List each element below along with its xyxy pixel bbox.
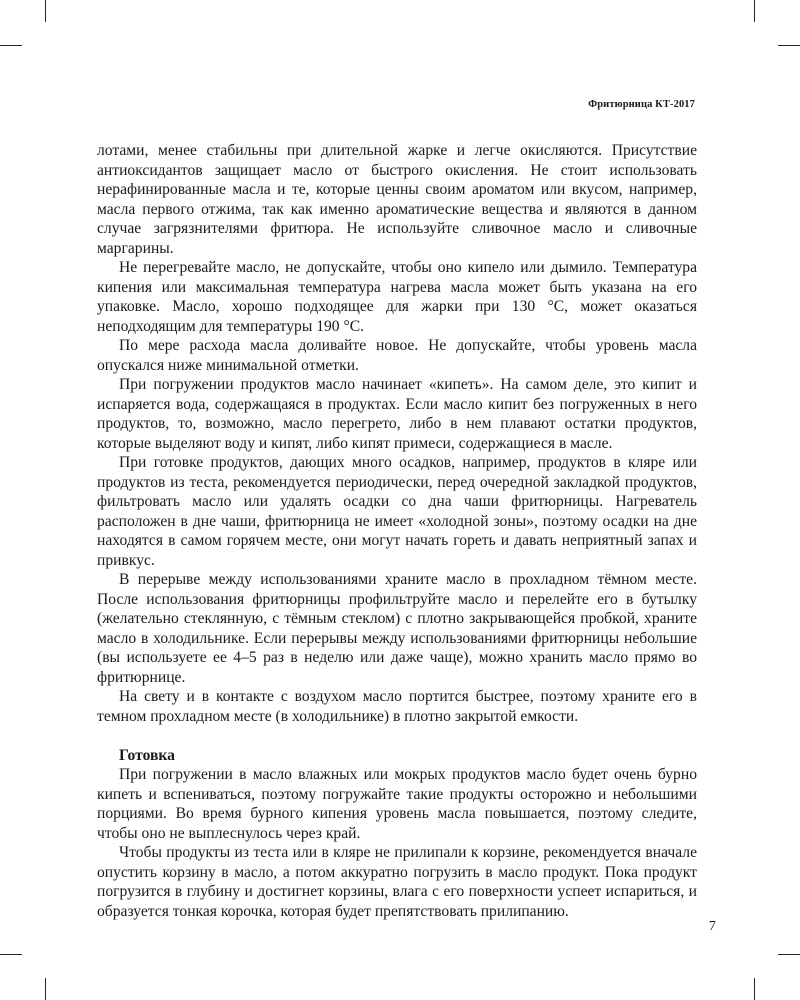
page-body (97, 141, 697, 921)
crop-mark-top-left (0, 45, 22, 46)
section-paragraph: При погружении в масло влажных или мокрых продуктов масло будет очень бурно кипеть и вспениваться, поэтому погружайте такие продукты осторожно и небольшими порциями. Во время бурного кипения уровень масла повышается, поэтому следите, чтобы оно не выплеснулось через край. (97, 766, 697, 842)
crop-mark-top-left-vertical (45, 0, 46, 22)
crop-mark-top-right (778, 45, 800, 46)
crop-mark-top-right-vertical (754, 0, 755, 22)
body-paragraph: лотами, менее стабильны при длительной жарке и легче окисляются. Присутствие антиоксидантов защищает масло от быстрого окисления. Не стоит использовать нерафинированные масла и те, которые ценны своим ароматом или вкусом, например, масла первого отжима, так как именно ароматические вещества и являются в данном случае загрязнителями фритюра. Не используйте сливочное масло и сливочные маргарины. (97, 142, 697, 257)
body-paragraph: На свету и в контакте с воздухом масло портится быстрее, поэтому храните его в темном прохладном месте (в холодильнике) в плотно закрытой емкости. (97, 688, 697, 725)
body-paragraph: При готовке продуктов, дающих много осадков, например, продуктов в кляре или продуктов из теста, рекомендуется периодически, перед очередной закладкой продуктов, фильтровать масло или удалять осадки со дна чаши фритюрницы. Нагреватель расположен в дне чаши, фритюрница не имеет «холодной зоны», поэтому осадки на дне находятся в самом горячем месте, они могут начать гореть и давать неприятный запах и привкус. (97, 454, 697, 569)
body-paragraph: При погружении продуктов масло начинает «кипеть». На самом деле, это кипит и испаряется вода, содержащаяся в продуктах. Если масло кипит без погруженных в него продуктов, то, возможно, масло перегрето, либо в нем плавают остатки продуктов, которые выделяют воду и кипят, либо кипят примеси, содержащиеся в масле. (97, 376, 697, 452)
running-header: Фритюрница КТ-2017 (588, 99, 695, 110)
section-heading: Готовка (119, 746, 175, 764)
crop-mark-bottom-right-vertical (754, 978, 755, 1000)
crop-mark-bottom-left-vertical (45, 978, 46, 1000)
section-paragraph: Чтобы продукты из теста или в кляре не прилипали к корзине, рекомендуется вначале опустить корзину в масло, а потом аккуратно погрузить в масло продукт. Пока продукт погрузится в глубину и достигнет корзины, влага с его поверхности успеет испариться, и образуется тонкая корочка, которая будет препятствовать прилипанию. (97, 844, 697, 920)
body-paragraph: Не перегревайте масло, не допускайте, чтобы оно кипело или дымило. Температура кипения или максимальная температура нагрева масла может быть указана на его упаковке. Масло, хорошо подходящее для жарки при 130 °С, может оказаться неподходящим для температуры 190 °С. (97, 259, 697, 335)
crop-mark-bottom-left (0, 954, 22, 955)
page-number: 7 (709, 918, 716, 933)
body-paragraph: В перерыве между использованиями храните масло в прохладном тёмном месте. После использования фритюрницы профильтруйте масло и перелейте его в бутылку (желательно стеклянную, с тёмным стеклом) с плотно закрывающейся пробкой, храните масло в холодильнике. Если перерывы между использованиями фритюрницы небольшие (вы используете ее 4–5 раз в неделю или даже чаще), можно хранить масло прямо во фритюрнице. (97, 571, 697, 686)
body-paragraph: По мере расхода масла доливайте новое. Не допускайте, чтобы уровень масла опускался ниже минимальной отметки. (97, 337, 697, 374)
crop-mark-bottom-right (778, 954, 800, 955)
